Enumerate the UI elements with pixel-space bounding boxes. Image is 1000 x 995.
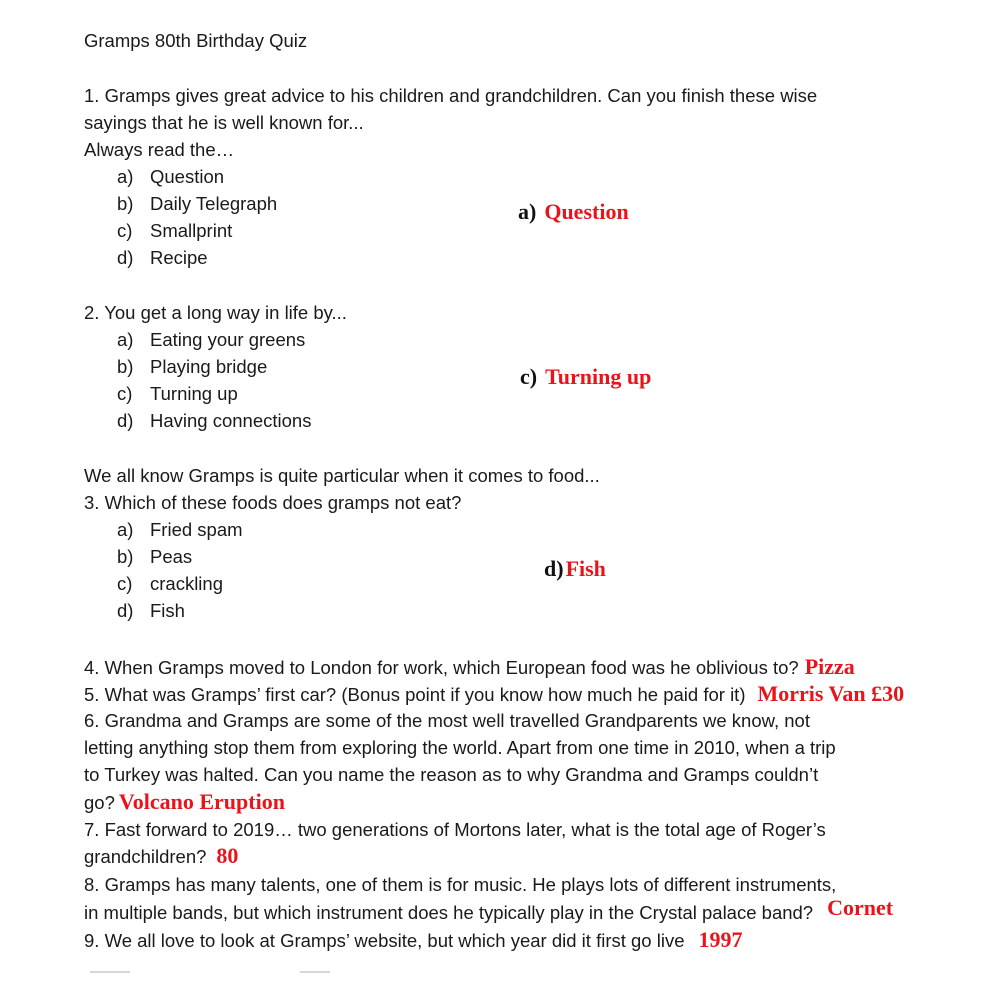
q2-text: 2. You get a long way in life by... <box>84 302 347 323</box>
q4-text <box>84 653 855 681</box>
q3-answer <box>544 556 606 582</box>
q5-text <box>84 680 904 708</box>
option-text: Fried spam <box>150 519 243 540</box>
answer-letter: d) <box>544 556 564 581</box>
option-letter: c) <box>117 220 133 241</box>
question-text: 5. What was Gramps’ first car? (Bonus point if you know how much he paid for it) <box>84 684 746 705</box>
q8-line2 <box>84 895 894 926</box>
q1-text-line2: sayings that he is well known for... <box>84 112 364 133</box>
q6-line4 <box>84 788 285 816</box>
answer-text: Turning up <box>545 364 652 389</box>
q3-text: 3. Which of these foods does gramps not eat? <box>84 492 462 513</box>
q5-answer: Morris Van £30 <box>757 681 905 706</box>
option-text: Having connections <box>150 410 312 431</box>
answer-letter: c) <box>520 364 538 389</box>
q7-answer: 80 <box>216 843 239 868</box>
option-text: Recipe <box>150 247 208 268</box>
option-text: Turning up <box>150 383 238 404</box>
quiz-title: Gramps 80th Birthday Quiz <box>84 30 308 51</box>
option-text: Question <box>150 166 225 187</box>
answer-text: Fish <box>565 556 606 581</box>
q8-answer: Cornet <box>827 895 894 920</box>
q6-answer: Volcano Eruption <box>118 789 285 814</box>
q8-line1: 8. Gramps has many talents, one of them is for music. He plays lots of different instruments, <box>84 874 837 895</box>
q2-option-b <box>117 353 267 380</box>
q2-answer <box>520 364 651 390</box>
option-text: crackling <box>150 573 223 594</box>
q4-answer: Pizza <box>804 654 855 679</box>
q1-option-a <box>117 163 224 190</box>
option-letter: b) <box>117 193 134 214</box>
q2-option-c <box>117 380 238 407</box>
option-text: Eating your greens <box>150 329 306 350</box>
option-text: Fish <box>150 600 185 621</box>
q1-prompt: Always read the… <box>84 139 235 160</box>
option-letter: b) <box>117 356 134 377</box>
question-text: go? <box>84 792 115 813</box>
q6-line2: letting anything stop them from exploring the world. Apart from one time in 2010, when a trip <box>84 737 836 758</box>
q2-option-d <box>117 407 311 434</box>
q6-line1: 6. Grandma and Gramps are some of the most well travelled Grandparents we know, not <box>84 710 810 731</box>
question-text: in multiple bands, but which instrument does he typically play in the Crystal palace band? <box>84 902 814 923</box>
q7-line1: 7. Fast forward to 2019… two generations of Mortons later, what is the total age of Roger’s <box>84 819 826 840</box>
question-text: grandchildren? <box>84 846 207 867</box>
answer-text: Question <box>544 199 629 224</box>
q1-text-line1: 1. Gramps gives great advice to his children and grandchildren. Can you finish these wise <box>84 85 818 106</box>
option-text: Smallprint <box>150 220 233 241</box>
option-letter: c) <box>117 573 133 594</box>
option-text: Playing bridge <box>150 356 268 377</box>
cutoff-text-remnant <box>90 971 130 973</box>
q3-option-d <box>117 597 185 624</box>
option-letter: a) <box>117 519 134 540</box>
q9-text <box>84 926 742 954</box>
option-letter: d) <box>117 410 134 431</box>
q2-option-a <box>117 326 305 353</box>
option-text: Daily Telegraph <box>150 193 278 214</box>
question-text: 4. When Gramps moved to London for work, which European food was he oblivious to? <box>84 657 799 678</box>
q1-option-b <box>117 190 277 217</box>
answer-letter: a) <box>518 199 537 224</box>
q7-line2 <box>84 842 238 870</box>
q9-answer: 1997 <box>698 927 743 952</box>
option-letter: a) <box>117 329 134 350</box>
q3-intro: We all know Gramps is quite particular when it comes to food... <box>84 465 600 486</box>
option-letter: c) <box>117 383 133 404</box>
option-text: Peas <box>150 546 193 567</box>
option-letter: a) <box>117 166 134 187</box>
q6-line3: to Turkey was halted. Can you name the reason as to why Grandma and Gramps couldn’t <box>84 764 819 785</box>
q3-option-c <box>117 570 223 597</box>
q3-option-a <box>117 516 243 543</box>
option-letter: d) <box>117 247 134 268</box>
q3-option-b <box>117 543 192 570</box>
question-text: 9. We all love to look at Gramps’ website, but which year did it first go live <box>84 930 685 951</box>
q1-option-d <box>117 244 208 271</box>
option-letter: d) <box>117 600 134 621</box>
q1-answer <box>518 199 629 225</box>
cutoff-text-remnant <box>300 971 330 973</box>
q1-option-c <box>117 217 232 244</box>
option-letter: b) <box>117 546 134 567</box>
